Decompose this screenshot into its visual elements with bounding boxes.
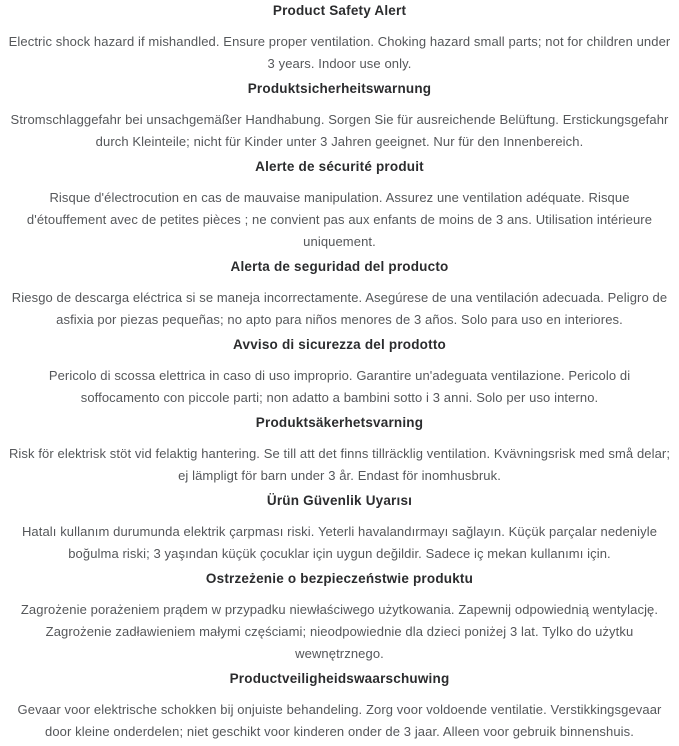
section-heading: Avviso di sicurezza del prodotto [233, 337, 446, 352]
safety-alert-section [8, 412, 671, 487]
section-heading: Alerte de sécurité produit [255, 159, 424, 174]
section-body-text: Risque d'électrocution en cas de mauvaise manipulation. Assurez une ventilation adéquate. Risque d'étouffement avec de petites pièces ; ne convient pas aux enfants de moins de 3 ans. Utilisation intérieure uniquement. [26, 190, 653, 249]
safety-alert-section [8, 668, 671, 743]
section-heading: Productveiligheidswaarschuwing [229, 671, 450, 686]
section-heading: Ostrzeżenie o bezpieczeństwie produktu [205, 571, 474, 586]
section-body-text: Risk för elektrisk stöt vid felaktig hantering. Se till att det finns tillräcklig ventilation. Kvävningsrisk med små delar; ej lämpligt för barn under 3 år. Endast för inomhusbruk. [8, 446, 671, 483]
section-heading: Alerta de seguridad del producto [230, 259, 449, 274]
section-heading: Produktsicherheitswarnung [247, 81, 432, 96]
section-heading: Product Safety Alert [272, 3, 407, 18]
section-body-text: Stromschlaggefahr bei unsachgemäßer Handhabung. Sorgen Sie für ausreichende Belüftung. Erstickungsgefahr durch Kleinteile; nicht für Kinder unter 3 Jahren geeignet. Nur für den Innenbereich. [10, 112, 669, 149]
section-body-text: Pericolo di scossa elettrica in caso di uso improprio. Garantire un'adeguata ventilazione. Pericolo di soffocamento con piccole parti; non adatto a bambini sotto i 3 anni. Solo per uso interno. [48, 368, 631, 405]
section-body-text: Riesgo de descarga eléctrica si se maneja incorrectamente. Asegúrese de una ventilación adecuada. Peligro de asfixia por piezas pequeñas; no apto para niños menores de 3 años. Solo para uso en interiores. [11, 290, 668, 327]
safety-alert-section [8, 256, 671, 331]
section-heading: Ürün Güvenlik Uyarısı [266, 493, 413, 508]
safety-alert-section [8, 0, 671, 75]
safety-alert-section [8, 334, 671, 409]
safety-alert-section [8, 490, 671, 565]
safety-alert-section [8, 156, 671, 253]
section-body-text: Hatalı kullanım durumunda elektrik çarpması riski. Yeterli havalandırmayı sağlayın. Küçük parçalar nedeniyle boğulma riski; 3 yaşından küçük çocuklar için uygun değildir. Sadece iç mekan kullanımı için. [21, 524, 658, 561]
safety-alert-section [8, 568, 671, 665]
section-body-text: Zagrożenie porażeniem prądem w przypadku niewłaściwego użytkowania. Zapewnij odpowiednią wentylację. Zagrożenie zadławieniem małymi częściami; nieodpowiednie dla dzieci poniżej 3 lat. Tylko do użytku wewnętrznego. [20, 602, 659, 661]
section-body-text: Gevaar voor elektrische schokken bij onjuiste behandeling. Zorg voor voldoende ventilatie. Verstikkingsgevaar door kleine onderdelen; niet geschikt voor kinderen onder de 3 jaar. Alleen voor gebruik binnenshuis. [17, 702, 662, 739]
section-body-text: Electric shock hazard if mishandled. Ensure proper ventilation. Choking hazard small parts; not for children under 3 years. Indoor use only. [8, 34, 671, 71]
safety-alert-section [8, 78, 671, 153]
section-heading: Produktsäkerhetsvarning [255, 415, 424, 430]
